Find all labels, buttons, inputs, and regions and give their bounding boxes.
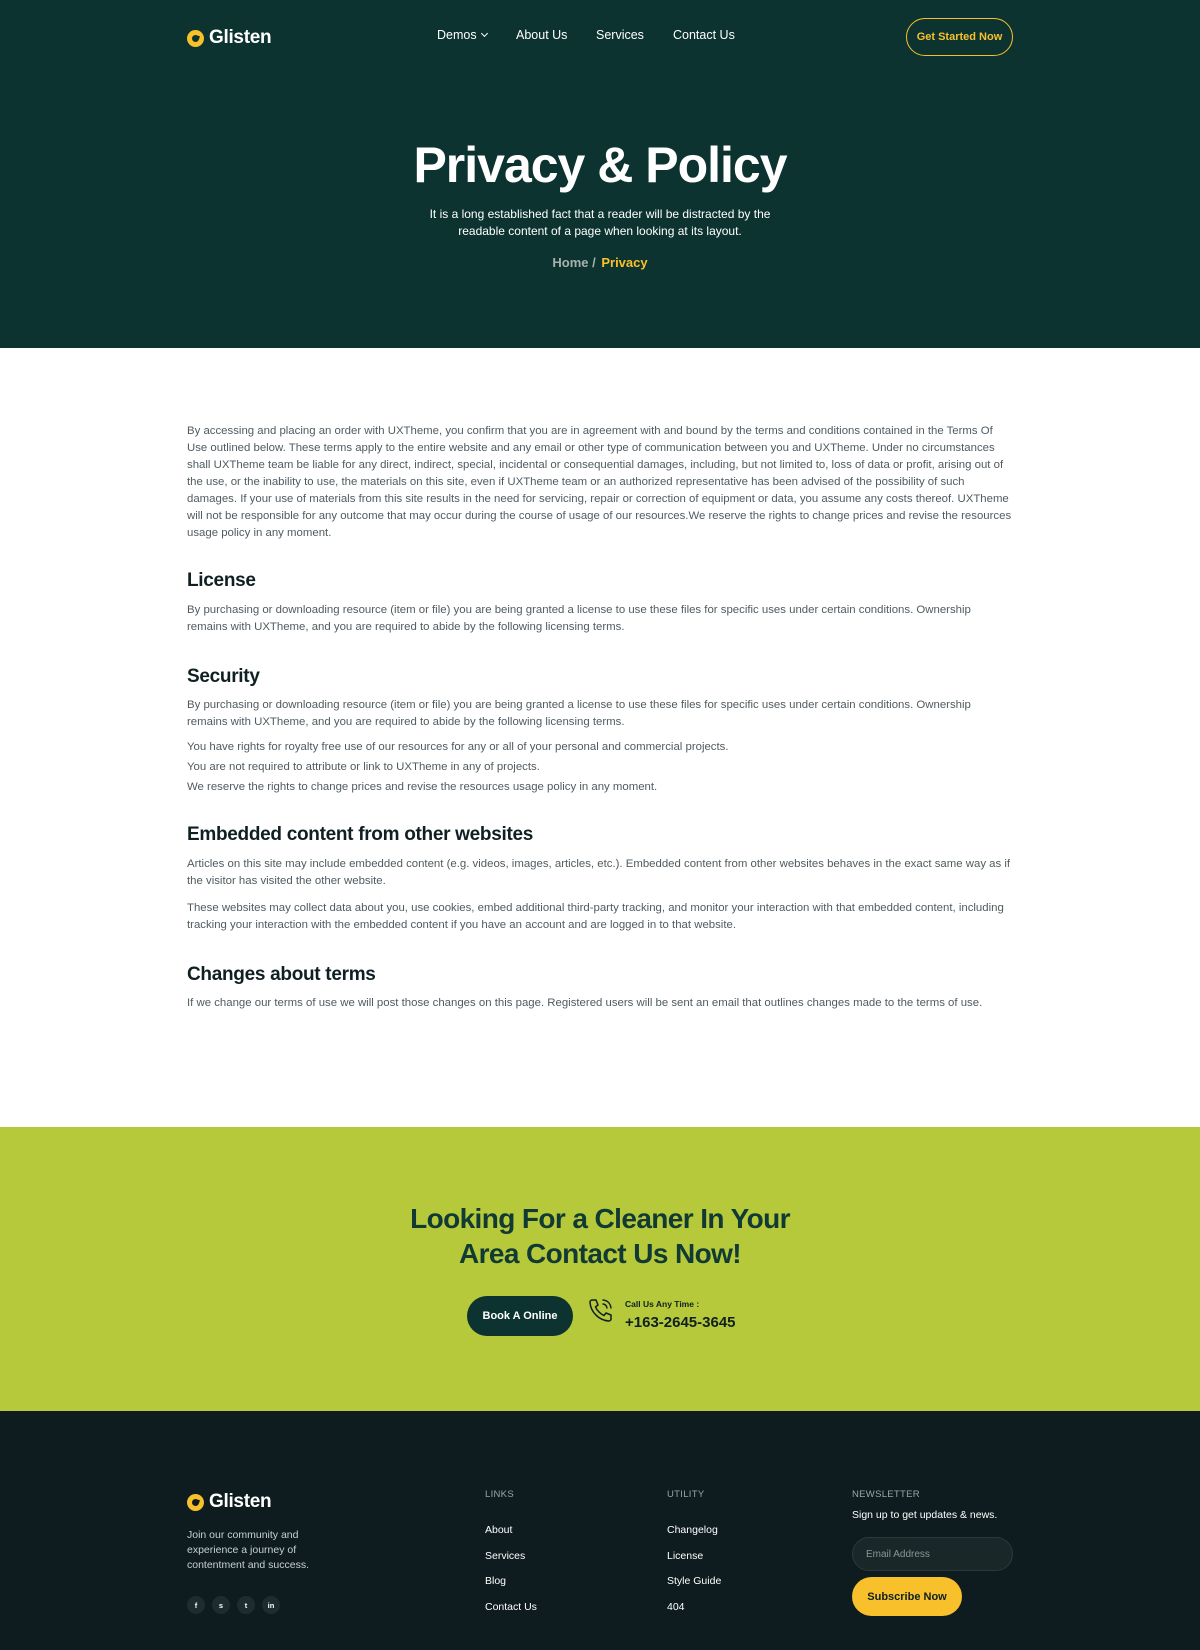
security-line: You have rights for royalty free use of our resources for any or all of your personal and commercial projects. (187, 741, 729, 753)
contact-cta-section (0, 1127, 1200, 1411)
linkedin-icon[interactable]: in (262, 1596, 280, 1614)
security-line: You are not required to attribute or link to UXTheme in any of projects. (187, 761, 540, 773)
site-footer (0, 1411, 1200, 1650)
twitter-icon[interactable]: t (237, 1596, 255, 1614)
footer-link-contact-us[interactable]: Contact Us (485, 1601, 537, 1613)
changes-paragraph: If we change our terms of use we will post those changes on this page. Registered users will be sent an email that outlines changes made to the terms of use. (187, 997, 983, 1009)
footer-link-about[interactable]: About (485, 1524, 513, 1536)
brand-name: Glisten (209, 27, 272, 48)
license-heading: License (187, 570, 256, 591)
social-links (187, 1596, 280, 1614)
get-started-button[interactable]: Get Started Now (906, 18, 1013, 56)
embedded-content-heading: Embedded content from other websites (187, 824, 534, 845)
phone-number-link[interactable]: +163-2645-3645 (625, 1314, 736, 1331)
newsletter-text: Sign up to get updates & news. (852, 1509, 998, 1521)
security-line: We reserve the rights to change prices and revise the resources usage policy in any moment. (187, 781, 658, 793)
brand-logo[interactable] (187, 27, 271, 49)
page-subtitle: It is a long established fact that a reader will be distracted by the readable content of a page when looking at its layout. (429, 207, 771, 238)
page-title: Privacy & Policy (413, 137, 787, 193)
nav-item-services[interactable]: Services (596, 28, 644, 42)
call-label: Call Us Any Time : (625, 1299, 700, 1309)
glisten-logo-icon (187, 1494, 204, 1511)
breadcrumb-home-link[interactable]: Home / (552, 255, 596, 270)
footer-link-license[interactable]: License (667, 1550, 704, 1562)
breadcrumb (0, 255, 1200, 270)
cta-heading-line: Looking For a Cleaner In Your (410, 1203, 790, 1234)
top-navigation (0, 0, 1200, 74)
newsletter-email-input[interactable] (852, 1537, 1013, 1571)
breadcrumb-current: Privacy (601, 255, 648, 270)
facebook-icon[interactable]: f (187, 1596, 205, 1614)
security-heading: Security (187, 666, 260, 687)
nav-item-label: Demos (437, 28, 477, 42)
embedded-paragraph-2: These websites may collect data about you, use cookies, embed additional third-party tracking, and monitor your interaction with that embedded content, including tracking your interaction with the embedded content if you have an account and are logged in to that website. (187, 902, 1004, 931)
security-paragraph: By purchasing or downloading resource (item or file) you are being granted a license to use these files for specific uses under certain conditions. Ownership remains with UXTheme, and you are required to abide by the following licensing terms. (187, 699, 971, 728)
glisten-logo-icon (187, 30, 204, 47)
footer-link-404[interactable]: 404 (667, 1601, 685, 1613)
nav-item-about-us[interactable]: About Us (516, 28, 568, 42)
footer-brand-name: Glisten (209, 1491, 272, 1512)
cta-heading (0, 1201, 1200, 1271)
footer-link-changelog[interactable]: Changelog (667, 1524, 718, 1536)
embedded-paragraph-1: Articles on this site may include embedded content (e.g. videos, images, articles, etc.). Embedded content from other websites behaves in the exact same way as if the visitor has visited the other website. (187, 858, 1011, 887)
subscribe-button[interactable]: Subscribe Now (852, 1577, 962, 1616)
footer-link-style-guide[interactable]: Style Guide (667, 1575, 722, 1587)
cta-heading-line: Area Contact Us Now! (458, 1238, 742, 1269)
hero-section (0, 0, 1200, 348)
nav-item-demos[interactable] (437, 28, 487, 42)
changes-heading: Changes about terms (187, 964, 376, 985)
policy-content (187, 423, 1013, 1012)
footer-link-services[interactable]: Services (485, 1550, 526, 1562)
links-column-heading: LINKS (485, 1489, 514, 1500)
nav-item-contact-us[interactable]: Contact Us (673, 28, 735, 42)
utility-column-heading: UTILITY (667, 1489, 705, 1500)
chevron-down-icon (481, 30, 488, 37)
license-paragraph: By purchasing or downloading resource (item or file) you are being granted a license to use these files for specific uses under certain conditions. Ownership remains with UXTheme, and you are required to abide by the following licensing terms. (187, 604, 971, 633)
phone-icon (587, 1296, 615, 1324)
footer-tagline: Join our community and experience a journey of contentment and success. (187, 1529, 309, 1571)
footer-link-blog[interactable]: Blog (485, 1575, 507, 1587)
newsletter-heading: NEWSLETTER (852, 1489, 920, 1500)
skype-icon[interactable]: s (212, 1596, 230, 1614)
book-online-button[interactable]: Book A Online (467, 1296, 573, 1336)
intro-paragraph: By accessing and placing an order with UXTheme, you confirm that you are in agreement with and bound by the terms and conditions contained in the Terms Of Use outlined below. These terms apply to the entire website and any email or other type of communication between you and UXTheme. Under no circumstances shall UXTheme team be liable for any direct, indirect, special, incidental or consequential damages, including, but not limited to, loss of data or profit, arising out of the use, or the inability to use, the materials on this site, even if UXTheme team or an authorized representative has been advised of the possibility of such damages. If your use of materials from this site results in the need for servicing, repair or correction of equipment or data, you assume any costs thereof. UXTheme will not be responsible for any outcome that may occur during the course of usage of our resources.We reserve the rights to change prices and revise the resources usage policy in any moment. (187, 425, 1012, 539)
footer-brand-logo[interactable] (187, 1491, 271, 1513)
